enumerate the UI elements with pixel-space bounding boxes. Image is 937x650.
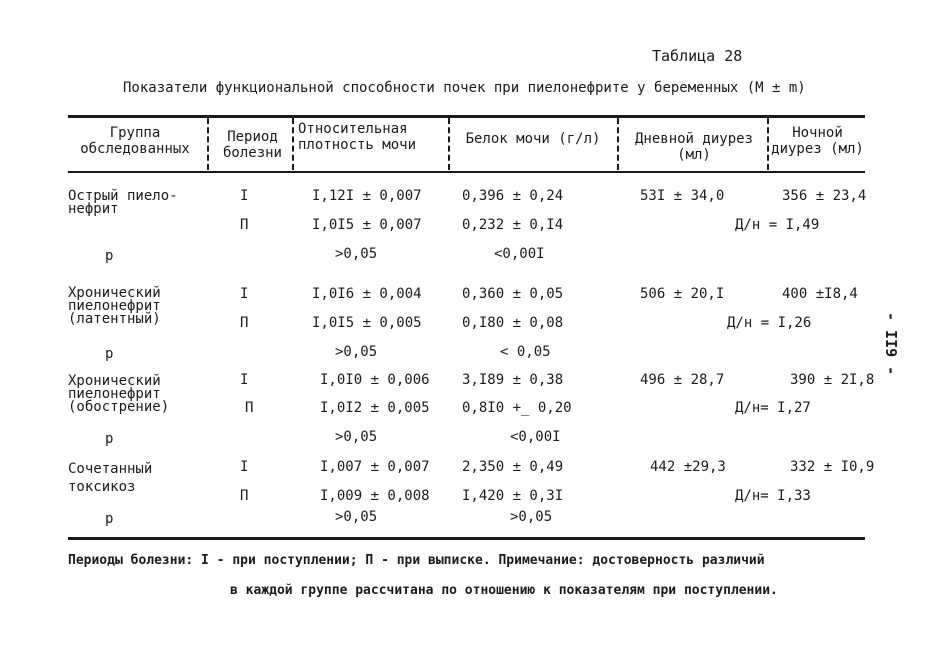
period-cell: П	[245, 400, 254, 416]
p-density: >0,05	[335, 246, 378, 262]
footer-legend: Периоды болезни: I - при поступлении; П - при выписке. Примечание: достоверность различий	[68, 553, 765, 568]
group-name: Сочетанный токсикоз	[68, 461, 153, 495]
period-cell: I	[240, 286, 249, 302]
day-diuresis-cell: 442 ±29,3	[650, 459, 726, 475]
density-cell: I,0I5 ± 0,005	[312, 315, 422, 331]
night-diuresis-cell: 400 ±I8,4	[782, 286, 858, 302]
header-separator	[448, 118, 450, 170]
group-name: Хронический пиелонефрит (латентный)	[68, 285, 161, 327]
p-protein: <0,00I	[494, 246, 545, 262]
header-night: Ночной диурез (мл)	[771, 125, 864, 157]
day-diuresis-cell: 53I ± 34,0	[640, 188, 725, 204]
protein-cell: 0,396 ± 0,24	[462, 188, 564, 204]
header-period: Период болезни	[222, 129, 282, 161]
header-separator	[207, 118, 209, 170]
protein-cell: 0,360 ± 0,05	[462, 286, 564, 302]
bottom-rule	[68, 537, 865, 540]
p-label: p	[105, 431, 114, 447]
header-group: Группа обследованных	[80, 125, 190, 157]
night-diuresis-cell: 332 ± I0,9	[790, 459, 875, 475]
diuresis-ratio-cell: Д/н = I,26	[727, 315, 812, 331]
protein-cell: 0,I80 ± 0,08	[462, 315, 564, 331]
p-label: p	[105, 346, 114, 362]
header-separator	[617, 118, 619, 170]
header-protein: Белок мочи (г/л)	[465, 131, 601, 147]
table-caption: Показатели функциональной способности почек при пиелонефрите у беременных (M ± m)	[123, 80, 806, 96]
day-diuresis-cell: 506 ± 20,I	[640, 286, 725, 302]
p-density: >0,05	[335, 509, 378, 525]
period-cell: I	[240, 188, 249, 204]
diuresis-ratio-cell: Д/н= I,33	[735, 488, 811, 504]
period-cell: I	[240, 459, 249, 475]
p-density: >0,05	[335, 429, 378, 445]
density-cell: I,0I0 ± 0,006	[320, 372, 430, 388]
p-protein: <0,00I	[510, 429, 561, 445]
page-number: - II9 -	[882, 312, 900, 376]
header-day: Дневной диурез (мл)	[634, 131, 753, 163]
diuresis-ratio-cell: Д/н = I,49	[735, 217, 820, 233]
period-cell: П	[240, 217, 249, 233]
p-protein: >0,05	[510, 509, 553, 525]
density-cell: I,0I2 ± 0,005	[320, 400, 430, 416]
protein-cell: 0,8I0 +_ 0,20	[462, 400, 572, 416]
density-cell: I,12I ± 0,007	[312, 188, 422, 204]
group-name: Хронический пиелонефрит (обострение)	[68, 373, 170, 415]
period-cell: П	[240, 488, 249, 504]
header-separator	[292, 118, 294, 170]
protein-cell: 2,350 ± 0,49	[462, 459, 564, 475]
protein-cell: I,420 ± 0,3I	[462, 488, 564, 504]
footer-note: в каждой группе рассчитана по отношению к показателям при поступлении.	[230, 583, 778, 598]
day-diuresis-cell: 496 ± 28,7	[640, 372, 725, 388]
period-cell: I	[240, 372, 249, 388]
density-cell: I,009 ± 0,008	[320, 488, 430, 504]
diuresis-ratio-cell: Д/н= I,27	[735, 400, 811, 416]
density-cell: I,0I5 ± 0,007	[312, 217, 422, 233]
p-density: >0,05	[335, 344, 378, 360]
period-cell: П	[240, 315, 249, 331]
night-diuresis-cell: 356 ± 23,4	[782, 188, 867, 204]
header-separator	[767, 118, 769, 170]
p-label: p	[105, 248, 114, 264]
header-rule	[68, 171, 865, 173]
density-cell: I,007 ± 0,007	[320, 459, 430, 475]
protein-cell: 0,232 ± 0,I4	[462, 217, 564, 233]
p-label: p	[105, 511, 114, 527]
night-diuresis-cell: 390 ± 2I,8	[790, 372, 875, 388]
header-density: Относительная плотность мочи	[298, 121, 417, 153]
protein-cell: 3,I89 ± 0,38	[462, 372, 564, 388]
top-rule	[68, 115, 865, 118]
group-name: Острый пиело- нефрит	[68, 188, 178, 217]
p-protein: < 0,05	[500, 344, 551, 360]
table-number: Таблица 28	[652, 47, 743, 65]
density-cell: I,0I6 ± 0,004	[312, 286, 422, 302]
